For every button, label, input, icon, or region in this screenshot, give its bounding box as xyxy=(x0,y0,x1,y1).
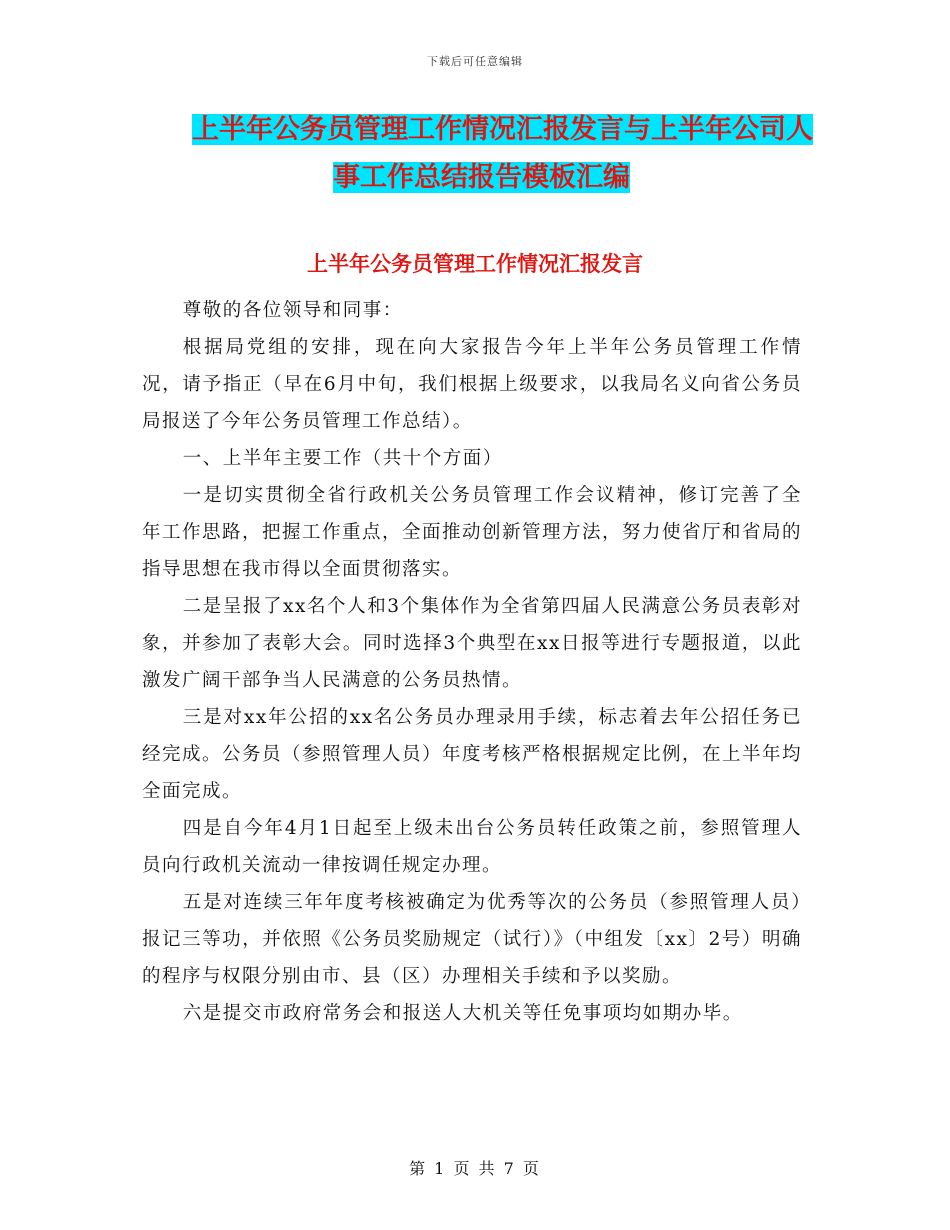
title-line-2 xyxy=(140,154,820,202)
paragraph-item-2: 二是呈报了xx名个人和3个集体作为全省第四届人民满意公务员表彰对象，并参加了表彰大会。同时选择3个典型在xx日报等进行专题报道，以此激发广阔干部争当人民满意的公务员热情。 xyxy=(142,596,802,691)
paragraph-item-5: 五是对连续三年年度考核被确定为优秀等次的公务员（参照管理人员）报记三等功，并依照《公务员奖励规定（试行）》（中组发〔xx〕2号）明确的程序与权限分别由市、县（区）办理相关手续和予以奖励。 xyxy=(142,892,802,987)
paragraph-heading: 一、上半年主要工作（共十个方面） xyxy=(182,448,503,469)
paragraph-salutation: 尊敬的各位领导和同事： xyxy=(182,300,403,321)
section-title: 上半年公务员管理工作情况汇报发言 xyxy=(307,252,643,276)
page-footer: 第 1 页 共 7 页 xyxy=(409,1159,541,1178)
title-line-1 xyxy=(140,106,820,154)
document-body xyxy=(142,292,802,1032)
paragraph-item-4: 四是自今年4月1日起至上级未出台公务员转任政策之前，参照管理人员向行政机关流动一律按调任规定办理。 xyxy=(142,818,802,876)
title-line-2-text: 事工作总结报告模板汇编 xyxy=(333,162,630,193)
title-line-1-text: 上半年公务员管理工作情况汇报发言与上半年公司人 xyxy=(192,114,813,145)
paragraph-item-6: 六是提交市政府常务会和报送人大机关等任免事项均如期办毕。 xyxy=(182,1003,743,1024)
paragraph-intro: 根据局党组的安排，现在向大家报告今年上半年公务员管理工作情况，请予指正（早在6月中旬，我们根据上级要求，以我局名义向省公务员局报送了今年公务员管理工作总结）。 xyxy=(142,337,802,432)
header-note: 下载后可任意编辑 xyxy=(427,55,523,68)
paragraph-item-1: 一是切实贯彻全省行政机关公务员管理工作会议精神，修订完善了全年工作思路，把握工作重点，全面推动创新管理方法，努力使省厅和省局的指导思想在我市得以全面贯彻落实。 xyxy=(142,485,803,580)
document-title xyxy=(140,106,820,202)
paragraph-item-3: 三是对xx年公招的xx名公务员办理录用手续，标志着去年公招任务已经完成。公务员（参照管理人员）年度考核严格根据规定比例，在上半年均全面完成。 xyxy=(142,707,803,802)
